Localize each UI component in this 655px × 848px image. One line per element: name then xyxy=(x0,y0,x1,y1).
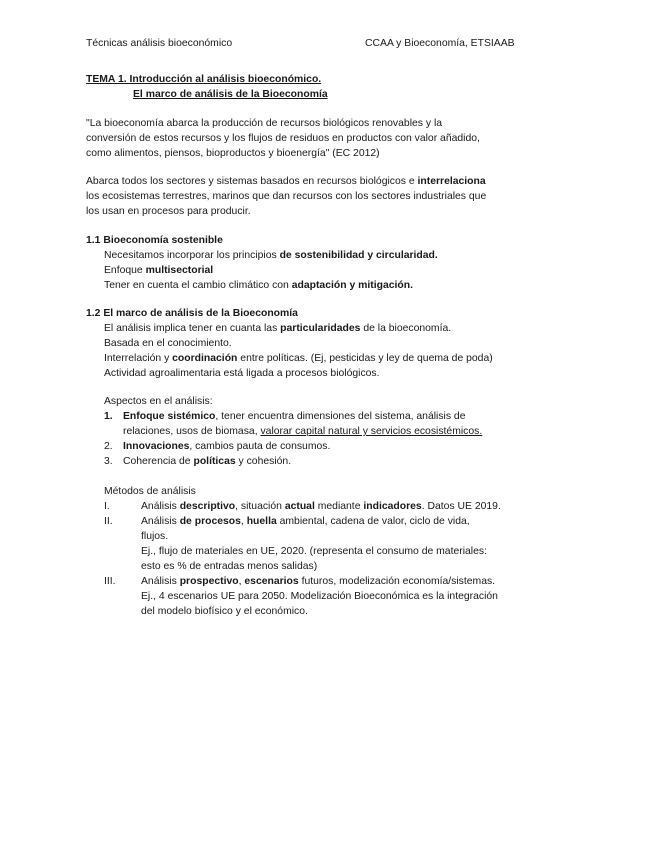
quote-line-3: como alimentos, piensos, bioproductos y bioenergía" (EC 2012) xyxy=(86,148,380,159)
roman-number: III. xyxy=(104,576,116,587)
list-number: 1. xyxy=(104,411,113,422)
methods-heading: Métodos de análisis xyxy=(104,486,196,497)
s11-l1-text: Necesitamos incorporar los principios xyxy=(104,250,280,261)
s11-l2-bold: multisectorial xyxy=(145,265,214,276)
m3-a: Análisis xyxy=(141,576,180,587)
roman-number: II. xyxy=(104,516,113,527)
header-left: Técnicas análisis bioeconómico xyxy=(86,38,233,49)
aspect-1-text: , tener encuentra dimensiones del sistema, análisis de xyxy=(215,411,466,422)
s12-line-4: Actividad agroalimentaria está ligada a procesos biológicos. xyxy=(104,368,380,379)
list-item xyxy=(86,454,526,469)
m3-d: escenarios xyxy=(244,576,299,587)
list-number: 3. xyxy=(104,456,113,467)
s11-l3-text: Tener en cuenta el cambio climático con xyxy=(104,280,292,291)
section-1-2-heading: 1.2 El marco de análisis de la Bioeconomía xyxy=(86,308,298,319)
s12-line-2: Basada en el conocimiento. xyxy=(104,338,232,349)
s12-l3-tail: entre políticas. (Ej, pesticidas y ley de quema de poda) xyxy=(237,353,493,364)
intro-line-1 xyxy=(86,174,526,189)
section-1-1 xyxy=(86,233,526,293)
m1-f: indicadores xyxy=(363,501,422,512)
m3-e: futuros, modelización economía/sistemas. xyxy=(298,576,496,587)
list-item xyxy=(86,409,526,424)
m2-c: , xyxy=(240,516,247,527)
s12-l1-bold: particularidades xyxy=(280,323,361,334)
m1-c: , situación xyxy=(235,501,285,512)
m2-a: Análisis xyxy=(141,516,180,527)
m2-d: huella xyxy=(246,516,277,527)
s11-line-2 xyxy=(86,263,526,278)
intro-text: Abarca todos los sectores y sistemas basados en recursos biológicos e xyxy=(86,176,418,187)
s11-line-3 xyxy=(86,278,526,293)
title-line-1: TEMA 1. Introducción al análisis bioeconómico. xyxy=(86,74,322,85)
intro-bold: interrelaciona xyxy=(417,176,486,187)
s12-line-1 xyxy=(86,321,526,336)
aspect-1-underlined: valorar capital natural y servicios ecosistémicos. xyxy=(260,426,483,437)
m2-continuation-3: esto es % de entradas menos salidas) xyxy=(141,561,318,572)
s12-l1-tail: de la bioeconomía. xyxy=(360,323,452,334)
m3-continuation-2: del modelo biofísico y el económico. xyxy=(141,606,308,617)
quote-line-1: "La bioeconomía abarca la producción de recursos biológicos renovables y la xyxy=(86,118,443,129)
m3-c: , xyxy=(238,576,245,587)
m1-g: . Datos UE 2019. xyxy=(421,501,501,512)
list-item xyxy=(86,439,526,454)
m1-e: mediante xyxy=(314,501,364,512)
section-1-1-heading: 1.1 Bioeconomía sostenible xyxy=(86,235,223,246)
s11-l2-text: Enfoque xyxy=(104,265,146,276)
m3-continuation-1: Ej., 4 escenarios UE para 2050. Modelización Bioeconómica es la integración xyxy=(141,591,498,602)
m2-b: de procesos xyxy=(179,516,241,527)
aspect-3-text: Coherencia de xyxy=(123,456,194,467)
aspect-1-bold: Enfoque sistémico xyxy=(123,411,216,422)
header-right: CCAA y Bioeconomía, ETSIAAB xyxy=(365,38,515,49)
s12-l3-bold: coordinación xyxy=(172,353,238,364)
aspects-list xyxy=(86,394,526,469)
section-1-2 xyxy=(86,306,526,381)
s11-l3-bold: adaptación y mitigación. xyxy=(291,280,413,291)
m2-e: ambiental, cadena de valor, ciclo de vida, xyxy=(276,516,470,527)
s11-line-1 xyxy=(86,248,526,263)
aspect-2-text: , cambios pauta de consumos. xyxy=(189,441,331,452)
list-item xyxy=(86,514,526,529)
m3-b: prospectivo xyxy=(179,576,239,587)
m2-continuation-2: Ej., flujo de materiales en UE, 2020. (representa el consumo de materiales: xyxy=(141,546,487,557)
intro-line-2: los ecosistemas terrestres, marinos que dan recursos con los sectores industriales que xyxy=(86,191,487,202)
list-number: 2. xyxy=(104,441,113,452)
list-item xyxy=(86,499,526,514)
quote-paragraph xyxy=(86,116,526,161)
aspects-heading: Aspectos en el análisis: xyxy=(104,396,213,407)
s12-line-3 xyxy=(86,351,526,366)
m1-a: Análisis xyxy=(141,501,180,512)
quote-line-2: conversión de estos recursos y los flujos de residuos en productos con valor añadido, xyxy=(86,133,480,144)
list-item xyxy=(86,574,526,589)
intro-paragraph xyxy=(86,174,526,219)
aspect-3-bold: políticas xyxy=(193,456,236,467)
s11-l1-bold: de sostenibilidad y circularidad. xyxy=(279,250,438,261)
m2-continuation-1: flujos. xyxy=(141,531,169,542)
m1-b: descriptivo xyxy=(179,501,236,512)
aspect-1-continuation xyxy=(86,424,526,439)
aspect-3-tail: y cohesión. xyxy=(235,456,292,467)
title-block xyxy=(86,72,526,102)
aspect-2-bold: Innovaciones xyxy=(123,441,190,452)
title-line-2: El marco de análisis de la Bioeconomía xyxy=(133,89,328,100)
intro-line-3: los usan en procesos para producir. xyxy=(86,206,251,217)
roman-number: I. xyxy=(104,501,110,512)
methods-list xyxy=(86,484,526,619)
aspect-1-text-2: relaciones, usos de biomasa, xyxy=(123,426,261,437)
m1-d: actual xyxy=(284,501,315,512)
s12-l1-text: El análisis implica tener en cuanta las xyxy=(104,323,281,334)
s12-l3-text: Interrelación y xyxy=(104,353,173,364)
